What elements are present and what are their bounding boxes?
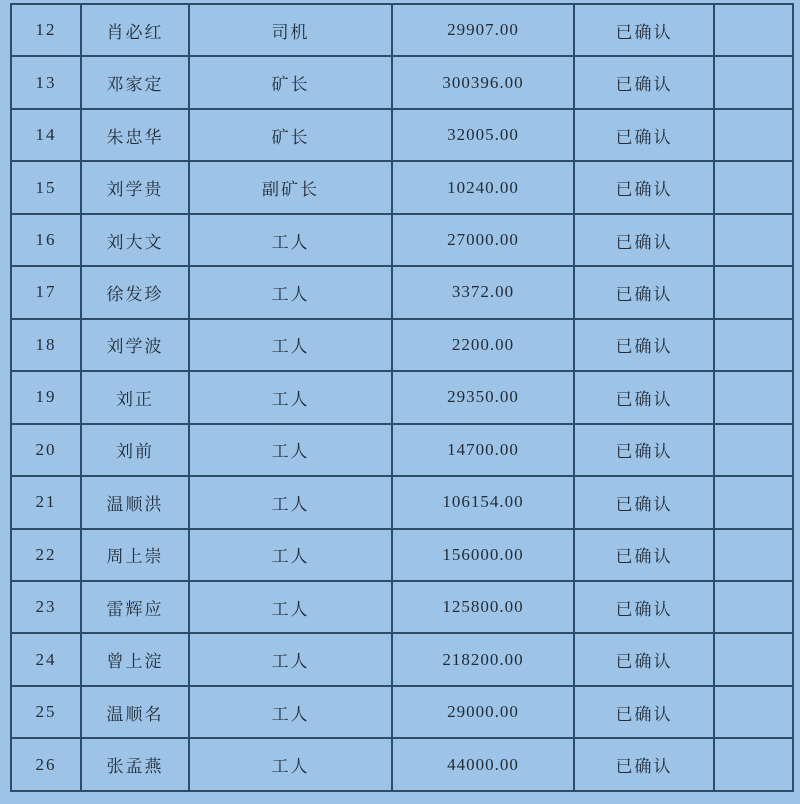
- status-cell: 已确认: [574, 266, 714, 318]
- remark-cell: [714, 686, 793, 738]
- status-cell: 已确认: [574, 686, 714, 738]
- table-body: [11, 4, 793, 791]
- job-title-cell: 工人: [189, 633, 392, 685]
- amount-cell: 32005.00: [392, 109, 574, 161]
- table-row: [11, 686, 793, 738]
- row-number-cell: 20: [11, 424, 81, 476]
- remark-cell: [714, 266, 793, 318]
- amount-cell: 44000.00: [392, 738, 574, 791]
- table-row: [11, 424, 793, 476]
- remark-cell: [714, 109, 793, 161]
- status-cell: 已确认: [574, 319, 714, 371]
- name-cell: 曾上淀: [81, 633, 189, 685]
- name-cell: 朱忠华: [81, 109, 189, 161]
- table-row: [11, 109, 793, 161]
- amount-cell: 3372.00: [392, 266, 574, 318]
- name-cell: 张孟燕: [81, 738, 189, 791]
- job-title-cell: 矿长: [189, 56, 392, 108]
- table-row: [11, 529, 793, 581]
- row-number-cell: 25: [11, 686, 81, 738]
- row-number-cell: 19: [11, 371, 81, 423]
- job-title-cell: 工人: [189, 266, 392, 318]
- status-cell: 已确认: [574, 581, 714, 633]
- name-cell: 邓家定: [81, 56, 189, 108]
- remark-cell: [714, 319, 793, 371]
- remark-cell: [714, 371, 793, 423]
- table-row: [11, 581, 793, 633]
- remark-cell: [714, 581, 793, 633]
- name-cell: 温顺名: [81, 686, 189, 738]
- status-cell: 已确认: [574, 214, 714, 266]
- job-title-cell: 工人: [189, 319, 392, 371]
- amount-cell: 156000.00: [392, 529, 574, 581]
- remark-cell: [714, 633, 793, 685]
- name-cell: 肖必红: [81, 4, 189, 56]
- remark-cell: [714, 476, 793, 528]
- job-title-cell: 矿长: [189, 109, 392, 161]
- row-number-cell: 14: [11, 109, 81, 161]
- status-cell: 已确认: [574, 4, 714, 56]
- row-number-cell: 24: [11, 633, 81, 685]
- row-number-cell: 18: [11, 319, 81, 371]
- row-number-cell: 12: [11, 4, 81, 56]
- status-cell: 已确认: [574, 476, 714, 528]
- table-row: [11, 266, 793, 318]
- amount-cell: 2200.00: [392, 319, 574, 371]
- row-number-cell: 17: [11, 266, 81, 318]
- amount-cell: 10240.00: [392, 161, 574, 213]
- status-cell: 已确认: [574, 371, 714, 423]
- remark-cell: [714, 4, 793, 56]
- row-number-cell: 23: [11, 581, 81, 633]
- amount-cell: 29907.00: [392, 4, 574, 56]
- job-title-cell: 副矿长: [189, 161, 392, 213]
- table-row: [11, 161, 793, 213]
- name-cell: 刘学贵: [81, 161, 189, 213]
- amount-cell: 29000.00: [392, 686, 574, 738]
- job-title-cell: 工人: [189, 214, 392, 266]
- row-number-cell: 16: [11, 214, 81, 266]
- job-title-cell: 工人: [189, 476, 392, 528]
- row-number-cell: 22: [11, 529, 81, 581]
- remark-cell: [714, 161, 793, 213]
- name-cell: 刘前: [81, 424, 189, 476]
- remark-cell: [714, 214, 793, 266]
- name-cell: 温顺洪: [81, 476, 189, 528]
- payroll-table: [10, 3, 794, 792]
- amount-cell: 27000.00: [392, 214, 574, 266]
- row-number-cell: 26: [11, 738, 81, 791]
- status-cell: 已确认: [574, 56, 714, 108]
- name-cell: 刘大文: [81, 214, 189, 266]
- row-number-cell: 13: [11, 56, 81, 108]
- table-row: [11, 214, 793, 266]
- row-number-cell: 15: [11, 161, 81, 213]
- remark-cell: [714, 424, 793, 476]
- job-title-cell: 工人: [189, 424, 392, 476]
- table-row: [11, 738, 793, 791]
- status-cell: 已确认: [574, 109, 714, 161]
- job-title-cell: 司机: [189, 4, 392, 56]
- row-number-cell: 21: [11, 476, 81, 528]
- status-cell: 已确认: [574, 738, 714, 791]
- table-row: [11, 371, 793, 423]
- job-title-cell: 工人: [189, 581, 392, 633]
- status-cell: 已确认: [574, 633, 714, 685]
- status-cell: 已确认: [574, 529, 714, 581]
- remark-cell: [714, 529, 793, 581]
- amount-cell: 300396.00: [392, 56, 574, 108]
- amount-cell: 14700.00: [392, 424, 574, 476]
- table-row: [11, 4, 793, 56]
- table-row: [11, 633, 793, 685]
- job-title-cell: 工人: [189, 686, 392, 738]
- amount-cell: 218200.00: [392, 633, 574, 685]
- name-cell: 雷辉应: [81, 581, 189, 633]
- remark-cell: [714, 56, 793, 108]
- name-cell: 周上崇: [81, 529, 189, 581]
- job-title-cell: 工人: [189, 529, 392, 581]
- remark-cell: [714, 738, 793, 791]
- status-cell: 已确认: [574, 424, 714, 476]
- status-cell: 已确认: [574, 161, 714, 213]
- name-cell: 刘学波: [81, 319, 189, 371]
- name-cell: 刘正: [81, 371, 189, 423]
- name-cell: 徐发珍: [81, 266, 189, 318]
- job-title-cell: 工人: [189, 371, 392, 423]
- table-row: [11, 56, 793, 108]
- amount-cell: 125800.00: [392, 581, 574, 633]
- table-row: [11, 319, 793, 371]
- job-title-cell: 工人: [189, 738, 392, 791]
- amount-cell: 29350.00: [392, 371, 574, 423]
- amount-cell: 106154.00: [392, 476, 574, 528]
- table-row: [11, 476, 793, 528]
